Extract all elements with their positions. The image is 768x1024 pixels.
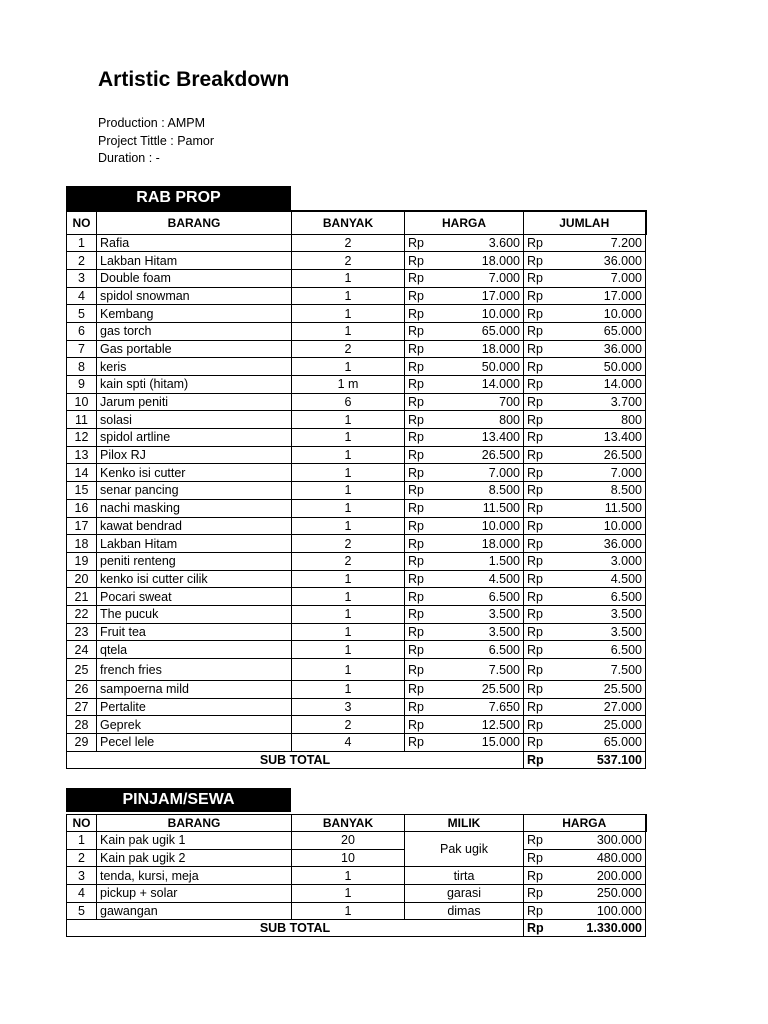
jumlah-currency: Rp (524, 252, 561, 270)
row-jumlah: 3.500 (561, 623, 646, 641)
row-barang: Kain pak ugik 1 (97, 832, 292, 850)
row-banyak: 20 (292, 832, 405, 850)
row-jumlah: 3.000 (561, 552, 646, 570)
row-no: 28 (67, 716, 97, 734)
row-jumlah: 4.500 (561, 570, 646, 588)
harga-currency: Rp (405, 411, 442, 429)
jumlah-currency: Rp (524, 716, 561, 734)
row-no: 3 (67, 269, 97, 287)
row-banyak: 1 (292, 517, 405, 535)
harga-currency: Rp (405, 446, 442, 464)
row-banyak: 6 (292, 393, 405, 411)
row-barang: kawat bendrad (97, 517, 292, 535)
row-milik: dimas (405, 902, 524, 920)
row-no: 3 (67, 867, 97, 885)
row-jumlah: 36.000 (561, 340, 646, 358)
subtotal-row (67, 920, 646, 937)
jumlah-currency: Rp (524, 499, 561, 517)
row-jumlah: 3.500 (561, 605, 646, 623)
row-no: 14 (67, 464, 97, 482)
table-row (67, 429, 646, 447)
table-row (67, 552, 646, 570)
row-barang: Gas portable (97, 340, 292, 358)
row-banyak: 1 (292, 588, 405, 606)
pinjam-sewa-table (66, 814, 647, 937)
col-header-barang: BARANG (97, 211, 292, 234)
row-jumlah: 17.000 (561, 287, 646, 305)
production-line: Production : AMPM (98, 116, 205, 130)
jumlah-currency: Rp (524, 305, 561, 323)
harga-currency: Rp (405, 499, 442, 517)
harga-currency: Rp (405, 252, 442, 270)
row-jumlah: 10.000 (561, 305, 646, 323)
table-row (67, 698, 646, 716)
row-jumlah: 7.500 (561, 659, 646, 681)
row-banyak: 1 (292, 641, 405, 659)
row-no: 11 (67, 411, 97, 429)
harga-currency: Rp (405, 698, 442, 716)
row-harga: 15.000 (442, 734, 524, 752)
harga-currency: Rp (405, 376, 442, 394)
row-banyak: 1 (292, 482, 405, 500)
jumlah-currency: Rp (524, 570, 561, 588)
row-barang: kain spti (hitam) (97, 376, 292, 394)
table-row (67, 340, 646, 358)
jumlah-currency: Rp (524, 588, 561, 606)
harga-currency: Rp (405, 588, 442, 606)
row-barang: sampoerna mild (97, 681, 292, 699)
row-harga: 18.000 (442, 340, 524, 358)
row-jumlah: 65.000 (561, 322, 646, 340)
row-banyak: 2 (292, 716, 405, 734)
jumlah-currency: Rp (524, 393, 561, 411)
pinjam-sewa-heading: PINJAM/SEWA (66, 788, 291, 812)
row-banyak: 3 (292, 698, 405, 716)
row-no: 7 (67, 340, 97, 358)
row-banyak: 1 (292, 429, 405, 447)
row-harga: 7.650 (442, 698, 524, 716)
row-no: 4 (67, 287, 97, 305)
table-row (67, 885, 646, 903)
row-barang: keris (97, 358, 292, 376)
table-row (67, 322, 646, 340)
row-harga: 7.000 (442, 269, 524, 287)
row-jumlah: 6.500 (561, 588, 646, 606)
table-row (67, 588, 646, 606)
row-banyak: 1 (292, 358, 405, 376)
row-jumlah: 7.000 (561, 464, 646, 482)
table-row (67, 641, 646, 659)
row-barang: Rafia (97, 234, 292, 252)
row-barang: tenda, kursi, meja (97, 867, 292, 885)
row-no: 17 (67, 517, 97, 535)
jumlah-currency: Rp (524, 605, 561, 623)
jumlah-currency: Rp (524, 623, 561, 641)
row-no: 19 (67, 552, 97, 570)
row-jumlah: 7.000 (561, 269, 646, 287)
row-harga: 25.500 (442, 681, 524, 699)
harga-currency: Rp (405, 716, 442, 734)
row-harga: 480.000 (561, 849, 646, 867)
row-banyak: 1 (292, 605, 405, 623)
row-harga: 18.000 (442, 252, 524, 270)
row-jumlah: 25.500 (561, 681, 646, 699)
jumlah-currency: Rp (524, 446, 561, 464)
row-barang: Jarum peniti (97, 393, 292, 411)
row-jumlah: 11.500 (561, 499, 646, 517)
project-title-line: Project Tittle : Pamor (98, 134, 215, 148)
table-row (67, 499, 646, 517)
row-harga: 6.500 (442, 641, 524, 659)
harga-currency: Rp (524, 902, 561, 920)
harga-currency: Rp (405, 552, 442, 570)
row-barang: Kain pak ugik 2 (97, 849, 292, 867)
row-jumlah: 65.000 (561, 734, 646, 752)
row-harga: 4.500 (442, 570, 524, 588)
rab-prop-table (66, 210, 647, 769)
row-banyak: 2 (292, 234, 405, 252)
subtotal-currency: Rp (524, 920, 561, 937)
row-barang: qtela (97, 641, 292, 659)
col-header-harga: HARGA (405, 211, 524, 234)
jumlah-currency: Rp (524, 358, 561, 376)
table-row (67, 446, 646, 464)
jumlah-currency: Rp (524, 234, 561, 252)
row-harga: 11.500 (442, 499, 524, 517)
row-barang: french fries (97, 659, 292, 681)
jumlah-currency: Rp (524, 376, 561, 394)
row-barang: Lakban Hitam (97, 252, 292, 270)
row-banyak: 1 (292, 464, 405, 482)
row-no: 2 (67, 252, 97, 270)
jumlah-currency: Rp (524, 464, 561, 482)
row-banyak: 1 (292, 623, 405, 641)
table-row (67, 252, 646, 270)
jumlah-currency: Rp (524, 681, 561, 699)
row-banyak: 4 (292, 734, 405, 752)
table-row (67, 716, 646, 734)
row-banyak: 10 (292, 849, 405, 867)
harga-currency: Rp (405, 535, 442, 553)
table-row (67, 411, 646, 429)
row-harga: 250.000 (561, 885, 646, 903)
row-no: 27 (67, 698, 97, 716)
row-no: 23 (67, 623, 97, 641)
row-no: 16 (67, 499, 97, 517)
row-no: 22 (67, 605, 97, 623)
row-harga: 6.500 (442, 588, 524, 606)
table-row (67, 605, 646, 623)
table-row (67, 287, 646, 305)
row-barang: senar pancing (97, 482, 292, 500)
jumlah-currency: Rp (524, 698, 561, 716)
harga-currency: Rp (405, 570, 442, 588)
row-banyak: 2 (292, 252, 405, 270)
row-no: 24 (67, 641, 97, 659)
page-title: Artistic Breakdown (98, 68, 290, 91)
row-barang: Kenko isi cutter (97, 464, 292, 482)
table-row (67, 623, 646, 641)
row-no: 25 (67, 659, 97, 681)
harga-currency: Rp (405, 305, 442, 323)
row-jumlah: 7.200 (561, 234, 646, 252)
duration-line: Duration : - (98, 151, 160, 165)
table-row (67, 659, 646, 681)
jumlah-currency: Rp (524, 641, 561, 659)
row-harga: 8.500 (442, 482, 524, 500)
table-row (67, 234, 646, 252)
harga-currency: Rp (524, 832, 561, 850)
row-no: 1 (67, 832, 97, 850)
row-barang: spidol snowman (97, 287, 292, 305)
row-harga: 26.500 (442, 446, 524, 464)
row-banyak: 2 (292, 552, 405, 570)
row-barang: Fruit tea (97, 623, 292, 641)
row-harga: 65.000 (442, 322, 524, 340)
harga-currency: Rp (405, 393, 442, 411)
row-jumlah: 26.500 (561, 446, 646, 464)
table-row (67, 832, 646, 850)
row-milik: Pak ugik (405, 832, 524, 867)
harga-currency: Rp (405, 340, 442, 358)
jumlah-currency: Rp (524, 659, 561, 681)
subtotal-value: 537.100 (561, 751, 646, 768)
row-no: 6 (67, 322, 97, 340)
table-row (67, 570, 646, 588)
row-no: 5 (67, 305, 97, 323)
row-no: 12 (67, 429, 97, 447)
col-header-banyak: BANYAK (292, 815, 405, 832)
row-banyak: 1 (292, 570, 405, 588)
row-no: 20 (67, 570, 97, 588)
row-barang: pickup + solar (97, 885, 292, 903)
table-row (67, 902, 646, 920)
table-row (67, 867, 646, 885)
row-barang: spidol artline (97, 429, 292, 447)
subtotal-row (67, 751, 646, 768)
col-header-jumlah: JUMLAH (524, 211, 646, 234)
row-barang: The pucuk (97, 605, 292, 623)
row-no: 2 (67, 849, 97, 867)
subtotal-label: SUB TOTAL (67, 920, 524, 937)
harga-currency: Rp (524, 885, 561, 903)
row-banyak: 1 (292, 446, 405, 464)
row-harga: 13.400 (442, 429, 524, 447)
row-banyak: 2 (292, 340, 405, 358)
row-barang: Geprek (97, 716, 292, 734)
row-harga: 100.000 (561, 902, 646, 920)
row-barang: solasi (97, 411, 292, 429)
table-row (67, 393, 646, 411)
row-jumlah: 6.500 (561, 641, 646, 659)
row-jumlah: 36.000 (561, 252, 646, 270)
row-barang: nachi masking (97, 499, 292, 517)
harga-currency: Rp (405, 681, 442, 699)
row-banyak: 1 (292, 902, 405, 920)
row-harga: 300.000 (561, 832, 646, 850)
harga-currency: Rp (405, 287, 442, 305)
col-header-banyak: BANYAK (292, 211, 405, 234)
row-harga: 3.600 (442, 234, 524, 252)
harga-currency: Rp (405, 322, 442, 340)
harga-currency: Rp (405, 517, 442, 535)
subtotal-label: SUB TOTAL (67, 751, 524, 768)
harga-currency: Rp (524, 867, 561, 885)
row-barang: Kembang (97, 305, 292, 323)
harga-currency: Rp (405, 605, 442, 623)
row-barang: Pilox RJ (97, 446, 292, 464)
col-header-no: NO (67, 211, 97, 234)
row-no: 13 (67, 446, 97, 464)
row-banyak: 1 (292, 659, 405, 681)
table-row (67, 681, 646, 699)
row-no: 4 (67, 885, 97, 903)
row-no: 29 (67, 734, 97, 752)
jumlah-currency: Rp (524, 411, 561, 429)
jumlah-currency: Rp (524, 322, 561, 340)
row-no: 10 (67, 393, 97, 411)
row-harga: 14.000 (442, 376, 524, 394)
row-barang: gawangan (97, 902, 292, 920)
row-no: 26 (67, 681, 97, 699)
row-jumlah: 8.500 (561, 482, 646, 500)
row-jumlah: 27.000 (561, 698, 646, 716)
row-banyak: 1 (292, 867, 405, 885)
harga-currency: Rp (405, 429, 442, 447)
row-harga: 7.500 (442, 659, 524, 681)
row-jumlah: 14.000 (561, 376, 646, 394)
row-harga: 800 (442, 411, 524, 429)
row-banyak: 1 (292, 305, 405, 323)
jumlah-currency: Rp (524, 287, 561, 305)
jumlah-currency: Rp (524, 482, 561, 500)
row-harga: 1.500 (442, 552, 524, 570)
row-harga: 200.000 (561, 867, 646, 885)
row-jumlah: 36.000 (561, 535, 646, 553)
table-header-row (67, 211, 646, 234)
row-jumlah: 50.000 (561, 358, 646, 376)
row-harga: 50.000 (442, 358, 524, 376)
rab-prop-heading: RAB PROP (66, 186, 291, 210)
harga-currency: Rp (524, 849, 561, 867)
row-banyak: 1 (292, 411, 405, 429)
row-harga: 7.000 (442, 464, 524, 482)
row-banyak: 1 (292, 322, 405, 340)
table-row (67, 358, 646, 376)
row-harga: 10.000 (442, 305, 524, 323)
row-barang: Lakban Hitam (97, 535, 292, 553)
row-no: 8 (67, 358, 97, 376)
table-row (67, 517, 646, 535)
row-milik: tirta (405, 867, 524, 885)
table-row (67, 464, 646, 482)
subtotal-value: 1.330.000 (561, 920, 646, 937)
row-barang: peniti renteng (97, 552, 292, 570)
row-milik: garasi (405, 885, 524, 903)
row-harga: 10.000 (442, 517, 524, 535)
col-header-no: NO (67, 815, 97, 832)
jumlah-currency: Rp (524, 269, 561, 287)
row-no: 18 (67, 535, 97, 553)
table-row (67, 269, 646, 287)
jumlah-currency: Rp (524, 340, 561, 358)
harga-currency: Rp (405, 641, 442, 659)
row-banyak: 1 (292, 885, 405, 903)
harga-currency: Rp (405, 358, 442, 376)
row-jumlah: 25.000 (561, 716, 646, 734)
row-barang: Pecel lele (97, 734, 292, 752)
row-barang: Pertalite (97, 698, 292, 716)
row-barang: gas torch (97, 322, 292, 340)
jumlah-currency: Rp (524, 517, 561, 535)
row-banyak: 1 (292, 499, 405, 517)
harga-currency: Rp (405, 234, 442, 252)
row-barang: Double foam (97, 269, 292, 287)
harga-currency: Rp (405, 464, 442, 482)
table-row (67, 734, 646, 752)
harga-currency: Rp (405, 734, 442, 752)
jumlah-currency: Rp (524, 535, 561, 553)
table-row (67, 849, 646, 867)
row-no: 21 (67, 588, 97, 606)
col-header-harga: HARGA (524, 815, 646, 832)
row-banyak: 1 (292, 681, 405, 699)
row-no: 15 (67, 482, 97, 500)
harga-currency: Rp (405, 269, 442, 287)
row-no: 5 (67, 902, 97, 920)
row-banyak: 1 m (292, 376, 405, 394)
row-jumlah: 800 (561, 411, 646, 429)
row-banyak: 1 (292, 287, 405, 305)
row-harga: 17.000 (442, 287, 524, 305)
col-header-milik: MILIK (405, 815, 524, 832)
table-row (67, 305, 646, 323)
row-barang: kenko isi cutter cilik (97, 570, 292, 588)
row-harga: 700 (442, 393, 524, 411)
col-header-barang: BARANG (97, 815, 292, 832)
jumlah-currency: Rp (524, 734, 561, 752)
row-banyak: 1 (292, 269, 405, 287)
harga-currency: Rp (405, 659, 442, 681)
table-header-row (67, 815, 646, 832)
row-harga: 3.500 (442, 623, 524, 641)
row-barang: Pocari sweat (97, 588, 292, 606)
subtotal-currency: Rp (524, 751, 561, 768)
jumlah-currency: Rp (524, 429, 561, 447)
jumlah-currency: Rp (524, 552, 561, 570)
table-row (67, 376, 646, 394)
row-harga: 3.500 (442, 605, 524, 623)
harga-currency: Rp (405, 482, 442, 500)
row-banyak: 2 (292, 535, 405, 553)
row-no: 1 (67, 234, 97, 252)
row-no: 9 (67, 376, 97, 394)
row-jumlah: 13.400 (561, 429, 646, 447)
table-row (67, 535, 646, 553)
row-jumlah: 3.700 (561, 393, 646, 411)
table-row (67, 482, 646, 500)
row-jumlah: 10.000 (561, 517, 646, 535)
row-harga: 18.000 (442, 535, 524, 553)
row-harga: 12.500 (442, 716, 524, 734)
harga-currency: Rp (405, 623, 442, 641)
